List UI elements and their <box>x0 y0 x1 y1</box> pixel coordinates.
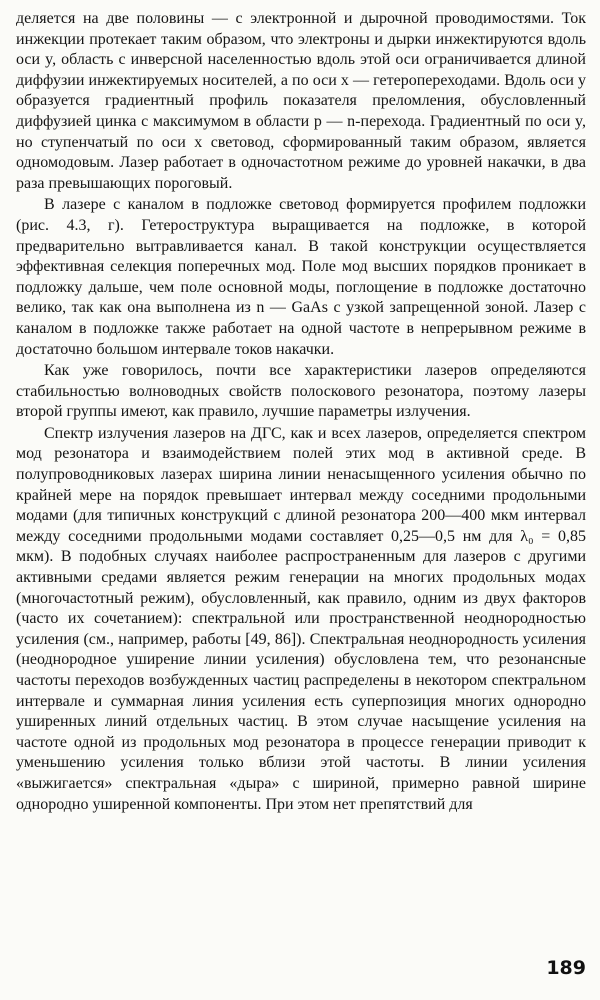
paragraph-channel-substrate-laser: В лазере с каналом в подложке световод формируется профилем подложки (рис. 4.3, г). Гетероструктура выращивается на подложке, в которой предварительно вытравливается канал. В такой конструкции осуществляется эффективная селекция поперечных мод. Поле мод высших порядков проникает в подложку дальше, чем поле основной моды, поглощение в подложке достаточно велико, так как она выполнена из n — GaAs с узкой запрещенной зоной. Лазер с каналом в подложке также работает на одной частоте в непрерывном режиме в достаточно большом интервале токов накачки. <box>16 196 586 358</box>
page-number: 189 <box>546 957 586 979</box>
paragraph-emission-spectrum: Спектр излучения лазеров на ДГС, как и всех лазеров, определяется спектром мод резонатора и взаимодействием полей этих мод в активной среде. В полупроводниковых лазерах ширина линии ненасыщенного усиления обычно по крайней мере на порядок превышает интервал между соседними продольными модами (для типичных конструкций с длиной резонатора 200—400 мкм интервал между соседними продольными модами составляет 0,25—0,5 нм для λ₀ = 0,85 мкм). В подобных случаях наиболее распространенным для лазеров с другими активными средами является режим генерации на многих продольных модах (многочастотный режим), обусловленный, как правило, одним из двух факторов (часто их сочетанием): спектральной или пространственной неоднородностью усиления (см., например, работы [49, 86]). Спектральная неоднородность усиления (неоднородное уширение линии усиления) обусловлена тем, что резонансные частоты переходов возбужденных частиц распределены в некотором спектральном интервале и суммарная линия усиления есть суперпозиция многих однородно уширенных линий отдельных частиц. В этом случае насыщение усиления на частоте одной из продольных мод резонатора в процессе генерации приводит к уменьшению усиления только вблизи этой частоты. В линии усиления «выжигается» спектральная «дыра» с шириной, примерно равной ширине однородно уширенной компоненты. При этом нет препятствий для <box>16 424 586 813</box>
paragraph-continuation: деляется на две половины — с электронной и дырочной проводимостями. Ток инжекции протекает таким образом, что электроны и дырки инжектируются вдоль оси y, область с инверсной населенностью вдоль этой оси ограничивается длиной диффузии инжектируемых носителей, а по оси x — гетеропереходами. Вдоль оси y образуется градиентный профиль показателя преломления, обусловленный диффузией цинка с максимумом в области p — n-перехода. Градиентный по оси y, но ступенчатый по оси x световод, сформированный таким образом, является одномодовым. Лазер работает в одночастотном режиме до уровней накачки, в два раза превышающих пороговый. <box>16 10 586 192</box>
paragraph-characteristics: Как уже говорилось, почти все характеристики лазеров определяются стабильностью волноводных свойств полоскового резонатора, поэтому лазеры второй группы имеют, как правило, лучшие параметры излучения. <box>16 362 586 421</box>
